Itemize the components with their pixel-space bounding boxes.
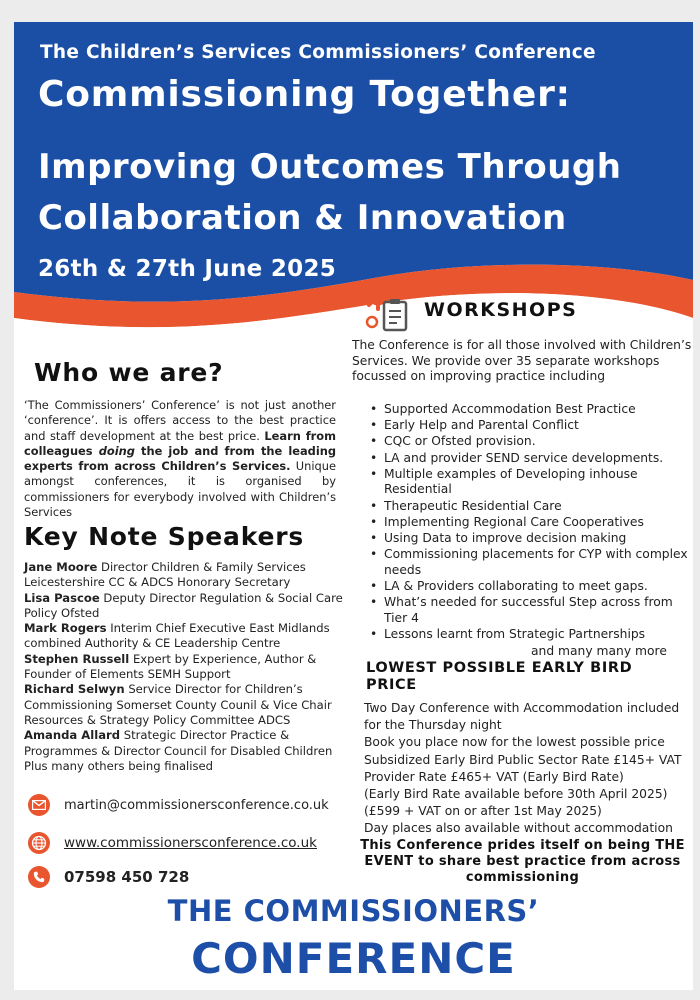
speaker-role: Service Director for Children’s Commissioning Somerset County Counil & Vice Chair Resources & Strategy Policy Committee ADCS	[24, 682, 332, 727]
list-item: • Using Data to improve decision making	[368, 531, 692, 547]
who-heading: Who we are?	[34, 358, 224, 387]
phone-contact[interactable]	[28, 866, 189, 888]
phone-icon	[28, 866, 50, 888]
email-contact[interactable]	[28, 794, 329, 816]
speaker-item	[24, 652, 344, 683]
workshops-more: and many many more	[531, 644, 667, 658]
logo-line-1: THE COMMISSIONERS’	[167, 894, 540, 928]
list-item: • LA & Providers collaborating to meet gaps.	[368, 579, 692, 595]
email-link[interactable]: martin@commissionersconference.co.uk	[64, 797, 329, 813]
speaker-item	[24, 728, 344, 759]
who-bold-1: Learn from colleagues	[24, 428, 336, 458]
who-bold-italic: doing	[98, 443, 135, 458]
workshops-heading: WORKSHOPS	[424, 299, 578, 321]
pricing-line: Day places also available without accommodation	[364, 821, 673, 836]
keynote-heading: Key Note Speakers	[24, 522, 305, 551]
list-item: • Lessons learnt from Strategic Partnerships	[368, 627, 692, 643]
logo-line-2: CONFERENCE	[191, 934, 516, 983]
list-item: • CQC or Ofsted provision.	[368, 434, 692, 450]
email-icon	[28, 794, 50, 816]
speaker-item	[24, 682, 344, 728]
globe-icon	[28, 832, 50, 854]
workshops-intro: The Conference is for all those involved with Children’s Services. We provide over 35 separate workshops focussed on improving practice including	[352, 338, 692, 384]
speaker-name: Lisa Pascoe	[24, 590, 100, 605]
speaker-role: Expert by Experience, Author & Founder of Elements SEMH Support	[24, 651, 317, 682]
gear-clipboard-icon	[362, 280, 410, 332]
who-bold-2: the job and from the leading experts from across Children’s Services.	[24, 443, 336, 474]
speaker-name: Amanda Allard	[24, 728, 121, 743]
website-link[interactable]: www.commissionersconference.co.uk	[64, 835, 317, 851]
speaker-role: Deputy Director Regulation & Social Care Policy Ofsted	[24, 590, 343, 620]
speaker-item	[24, 621, 344, 652]
pricing-line: Book you place now for the lowest possible price	[364, 735, 665, 750]
speaker-name: Richard Selwyn	[24, 682, 125, 697]
speaker-name: Mark Rogers	[24, 621, 107, 636]
list-item: • Implementing Regional Care Cooperatives	[368, 515, 692, 531]
speaker-name: Jane Moore	[24, 560, 98, 574]
speaker-list	[24, 560, 344, 774]
pricing-details	[364, 700, 692, 838]
pricing-line: Subsidized Early Bird Public Sector Rate £145+ VAT	[364, 752, 682, 767]
phone-number[interactable]: 07598 450 728	[64, 868, 190, 886]
conference-name: The Children’s Services Commissioners’ Conference	[40, 42, 596, 63]
page-title: Commissioning Together:	[38, 74, 571, 115]
who-text-1: ‘The Commissioners’ Conference’ is not just another ‘conference’. It is offers access to the best practice and staff development at the best price.	[24, 398, 336, 443]
speaker-role: Director Children & Family Services Leicestershire CC & ADCS Honorary Secretary	[24, 560, 306, 590]
speaker-item	[24, 560, 344, 591]
pricing-line: (Early Bird Rate available before 30th April 2025)	[364, 787, 668, 802]
banner-shape	[14, 22, 693, 352]
poster	[14, 22, 693, 990]
website-contact[interactable]	[28, 832, 317, 854]
speaker-item	[24, 591, 344, 622]
workshops-list	[368, 402, 692, 643]
speakers-more: Plus many others being finalised	[24, 758, 214, 773]
list-item: • What’s needed for successful Step across from Tier 4	[368, 595, 692, 626]
list-item: • Commissioning placements for CYP with complex needs	[368, 547, 692, 578]
pricing-line: Provider Rate £465+ VAT (Early Bird Rate)	[364, 769, 624, 784]
list-item: • Multiple examples of Developing inhouse Residential	[368, 467, 692, 498]
list-item: • Therapeutic Residential Care	[368, 499, 692, 515]
list-item: • Supported Accommodation Best Practice	[368, 402, 692, 418]
pricing-line: Two Day Conference with Accommodation included for the Thursday night	[364, 701, 680, 733]
subtitle-line-1: Improving Outcomes Through	[38, 147, 622, 187]
header-banner	[14, 22, 693, 352]
subtitle-line-2: Collaboration & Innovation	[38, 198, 567, 238]
speaker-name: Stephen Russell	[24, 651, 130, 666]
who-description	[24, 398, 336, 520]
event-dates: 26th & 27th June 2025	[38, 256, 337, 282]
speaker-role: Interim Chief Executive East Midlands combined Authority & CE Leadership Centre	[24, 621, 330, 651]
pricing-heading: LOWEST POSSIBLE EARLY BIRD PRICE	[366, 660, 633, 693]
speaker-role: Strategic Director Practice & Programmes & Director Council for Disabled Children	[24, 728, 333, 758]
pride-statement: This Conference prides itself on being THE EVENT to share best practice from across commissioning	[360, 838, 685, 885]
pricing-line: (£599 + VAT on or after 1st May 2025)	[364, 804, 602, 819]
list-item: • LA and provider SEND service developments.	[368, 451, 692, 467]
list-item: • Early Help and Parental Conflict	[368, 418, 692, 434]
who-text-2: Unique amongst conferences, it is organised by commissioners for everybody involved with Children’s Services	[24, 459, 336, 520]
